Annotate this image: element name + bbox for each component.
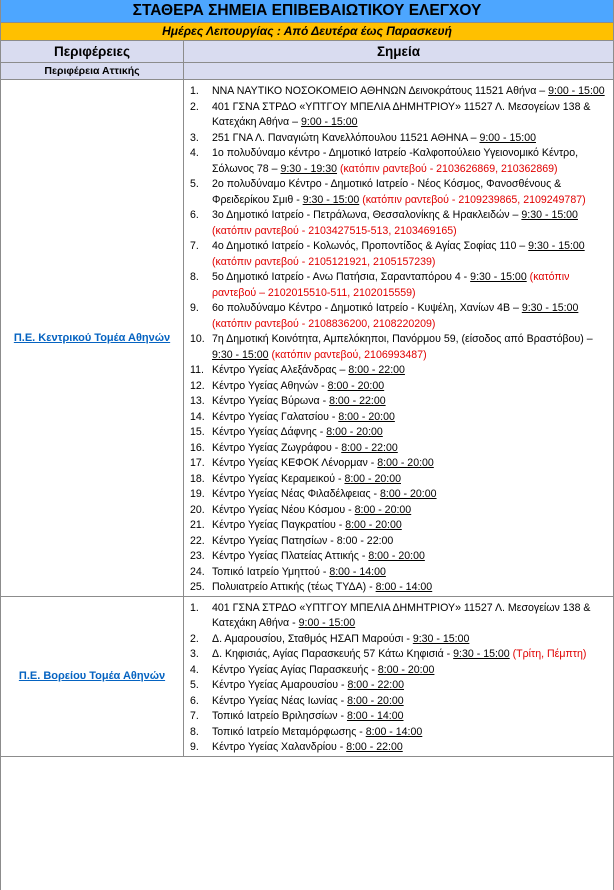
item-number: 1. xyxy=(190,601,199,614)
location-address: Κέντρο Υγείας Αγίας Παρασκευής - xyxy=(212,663,375,676)
location-address: Κέντρο Υγείας Νέου Κόσμου - xyxy=(212,503,352,516)
item-text xyxy=(212,100,613,131)
opening-hours: 9:00 - 15:00 xyxy=(300,116,358,128)
item-text xyxy=(212,487,613,503)
points-list xyxy=(184,597,613,756)
item-text xyxy=(212,146,613,177)
list-item xyxy=(184,441,613,457)
item-number: 23. xyxy=(190,550,205,562)
appointment-note: (κατόπιν ραντεβού - 2103626869, 210362869) xyxy=(339,162,558,175)
item-text xyxy=(212,410,613,426)
list-item xyxy=(184,456,613,472)
appointment-note: (Τρίτη, Πέμπτη) xyxy=(512,648,587,660)
list-item xyxy=(184,301,613,332)
opening-hours: 9:30 - 15:00 xyxy=(521,209,578,221)
list-item xyxy=(184,580,613,596)
sheet-title: ΣΤΑΘΕΡΑ ΣΗΜΕΙΑ ΕΠΙΒΕΒΑΙΩΤΙΚΟΥ ΕΛΕΓΧΟΥ xyxy=(1,0,613,23)
list-item xyxy=(184,709,613,725)
item-number: 22. xyxy=(190,534,205,547)
list-item xyxy=(184,84,613,100)
item-number: 6. xyxy=(190,694,199,707)
item-number: 8. xyxy=(190,725,199,738)
item-text xyxy=(212,518,613,534)
opening-hours: 9:00 - 15:00 xyxy=(479,131,536,144)
item-number: 5. xyxy=(190,679,199,691)
item-number: 4. xyxy=(190,663,199,676)
item-text xyxy=(212,709,613,725)
opening-hours: 8:00 - 20:00 xyxy=(347,694,404,707)
opening-hours: 9:30 - 15:00 xyxy=(470,271,527,283)
item-text xyxy=(212,332,613,363)
item-number: 7. xyxy=(190,710,199,722)
item-text xyxy=(212,239,613,270)
item-text xyxy=(212,565,613,581)
opening-hours: 8:00 - 14:00 xyxy=(346,710,404,722)
item-number: 3. xyxy=(190,131,199,144)
item-text xyxy=(212,503,613,519)
section-central-athens xyxy=(1,80,613,597)
location-address: 3ο Δημοτικό Ιατρείο - Πετράλωνα, Θεσσαλονίκης & Ηρακλειδών – xyxy=(212,209,519,221)
list-item xyxy=(184,678,613,694)
opening-hours: 8:00 - 22:00 xyxy=(341,441,398,454)
location-address: Δ. Αμαρουσίου, Σταθμός ΗΣΑΠ Μαρούσι - xyxy=(212,632,410,645)
item-number: 4. xyxy=(190,147,199,159)
item-text xyxy=(212,632,613,648)
item-text xyxy=(212,131,613,147)
location-address: Τοπικό Ιατρείο Υμηττού - xyxy=(212,565,327,578)
region-label: Περιφέρεια Αττικής xyxy=(1,63,184,79)
item-text xyxy=(212,740,613,756)
item-text xyxy=(212,534,613,550)
location-address: ΝΝΑ ΝΑΥΤΙΚΟ ΝΟΣΟΚΟΜΕΙΟ ΑΘΗΝΩΝ Δεινοκράτους 11521 Αθήνα – xyxy=(212,85,546,97)
section-link[interactable]: Π.Ε. Βορείου Τομέα Αθηνών xyxy=(18,670,166,682)
location-address: 401 ΓΣΝΑ ΣΤΡΔΟ «ΥΠΤΓΟΥ ΜΠΕΛΙΑ ΔΗΜΗΤΡΙΟΥ» 11527 Λ. Μεσογείων 138 & Κατεχάκη Αθήνα – xyxy=(212,100,591,128)
list-item xyxy=(184,647,613,663)
location-address: 7η Δημοτική Κοινότητα, Αμπελόκηποι, Πανόρμου 59, (είσοδος από Βραστόβου) – xyxy=(212,333,593,345)
list-item xyxy=(184,239,613,270)
item-text xyxy=(212,549,613,565)
appointment-note: (κατόπιν ραντεβού - 2108836200, 2108220209) xyxy=(212,317,436,330)
item-number: 2. xyxy=(190,632,199,645)
list-item xyxy=(184,208,613,239)
location-address: 4ο Δημοτικό Ιατρείο - Κολωνός, Προποντίδος & Αγίας Σοφίας 110 – xyxy=(212,240,526,252)
list-item xyxy=(184,725,613,741)
item-number: 16. xyxy=(190,441,205,454)
item-text xyxy=(212,425,613,441)
list-item xyxy=(184,410,613,426)
item-number: 11. xyxy=(190,364,204,376)
opening-hours: 8:00 - 22:00 xyxy=(329,395,386,407)
opening-hours: 8:00 - 20:00 xyxy=(379,488,437,500)
opening-hours: 8:00 - 20:00 xyxy=(338,410,395,423)
item-number: 24. xyxy=(190,565,205,578)
location-address: 401 ΓΣΝΑ ΣΤΡΔΟ «ΥΠΤΓΟΥ ΜΠΕΛΙΑ ΔΗΜΗΤΡΙΟΥ» 11527 Λ. Μεσογείων 138 & Κατεχάκη Αθήνα - xyxy=(212,601,591,629)
opening-hours: 8:00 - 20:00 xyxy=(345,519,402,531)
points-list xyxy=(184,80,613,596)
opening-hours: 9:00 - 15:00 xyxy=(548,85,605,97)
location-address: Κέντρο Υγείας ΚΕΦΟΚ Λένορμαν - xyxy=(212,457,375,469)
item-number: 8. xyxy=(190,271,199,283)
item-number: 13. xyxy=(190,395,205,407)
list-item xyxy=(184,472,613,488)
location-address: Κέντρο Υγείας Βύρωνα - xyxy=(212,395,327,407)
location-address: Κέντρο Υγείας Κεραμεικού - xyxy=(212,472,342,485)
section-name-cell xyxy=(1,597,184,756)
opening-hours: 9:00 - 15:00 xyxy=(298,617,356,629)
location-address: Δ. Κηφισιάς, Αγίας Παρασκευής 57 Κάτω Κηφισιά - xyxy=(212,648,451,660)
list-item xyxy=(184,100,613,131)
list-item xyxy=(184,177,613,208)
list-item xyxy=(184,425,613,441)
item-text xyxy=(212,270,613,301)
location-address: Πολυιατρείο Αττικής (τέως ΤΥΔΑ) - xyxy=(212,581,373,593)
opening-hours: 9:30 - 15:00 xyxy=(528,240,585,252)
item-text xyxy=(212,84,613,100)
list-item xyxy=(184,565,613,581)
location-address: Κέντρο Υγείας Πατησίων - 8:00 - 22:00 xyxy=(212,534,394,547)
list-item xyxy=(184,332,613,363)
list-item xyxy=(184,549,613,565)
section-name-cell xyxy=(1,80,184,596)
opening-hours: 8:00 - 20:00 xyxy=(327,379,385,392)
opening-hours: 9:30 - 15:00 xyxy=(302,193,360,206)
opening-hours: 8:00 - 14:00 xyxy=(365,725,423,738)
location-address: Κέντρο Υγείας Αλεξάνδρας – xyxy=(212,364,346,376)
opening-hours: 8:00 - 20:00 xyxy=(368,550,425,562)
item-number: 14. xyxy=(190,410,205,423)
item-text xyxy=(212,694,613,710)
location-address: Κέντρο Υγείας Χαλανδρίου - xyxy=(212,741,344,753)
opening-hours: 8:00 - 20:00 xyxy=(377,457,434,469)
location-address: Κέντρο Υγείας Νέας Ιωνίας - xyxy=(212,694,345,707)
section-north-athens xyxy=(1,597,613,757)
opening-hours: 8:00 - 22:00 xyxy=(348,364,405,376)
location-address: 5ο Δημοτικό Ιατρείο - Ανω Πατήσια, Σαρανταπόρου 4 - xyxy=(212,271,468,283)
location-address: Κέντρο Υγείας Ζωγράφου - xyxy=(212,441,339,454)
list-item xyxy=(184,694,613,710)
item-text xyxy=(212,394,613,410)
item-text xyxy=(212,580,613,596)
item-text xyxy=(212,601,613,632)
item-number: 7. xyxy=(190,240,199,252)
item-text xyxy=(212,301,613,332)
appointment-note: (κατόπιν ραντεβού - 2105121921, 2105157239) xyxy=(212,255,436,268)
item-text xyxy=(212,208,613,239)
item-number: 12. xyxy=(190,379,205,392)
location-address: Τοπικό Ιατρείο Βριλησσίων - xyxy=(212,710,345,722)
list-item xyxy=(184,503,613,519)
list-item xyxy=(184,146,613,177)
opening-hours: 9:30 - 15:00 xyxy=(412,632,470,645)
item-number: 9. xyxy=(190,741,199,753)
location-address: Κέντρο Υγείας Αμαρουσίου - xyxy=(212,679,345,691)
appointment-note: (κατόπιν ραντεβού, 2106993487) xyxy=(271,348,427,361)
list-item xyxy=(184,534,613,550)
item-text xyxy=(212,456,613,472)
item-number: 2. xyxy=(190,100,199,113)
location-address: 251 ΓΝΑ Λ. Παναγιώτη Κανελλόπουλου 11521 ΑΘΗΝΑ – xyxy=(212,131,477,144)
opening-hours: 8:00 - 14:00 xyxy=(375,581,433,593)
section-link[interactable]: Π.Ε. Κεντρικού Τομέα Αθηνών xyxy=(13,331,171,344)
opening-hours: 9:30 - 15:00 xyxy=(212,348,269,361)
opening-hours: 8:00 - 20:00 xyxy=(377,663,435,676)
opening-hours: 9:30 - 15:00 xyxy=(453,648,510,660)
item-number: 9. xyxy=(190,302,199,314)
location-address: Κέντρο Υγείας Πλατείας Αττικής - xyxy=(212,550,366,562)
list-item xyxy=(184,379,613,395)
item-text xyxy=(212,725,613,741)
location-address: Κέντρο Υγείας Αθηνών - xyxy=(212,379,325,392)
item-text xyxy=(212,647,613,663)
location-address: 6ο πολυδύναμο Κέντρο - Δημοτικό Ιατρείο - Κυψέλη, Χανίων 4Β – xyxy=(212,302,519,314)
item-number: 6. xyxy=(190,209,199,221)
appointment-note: (κατόπιν ραντεβού - 2109239865, 2109249787) xyxy=(362,193,586,206)
list-item xyxy=(184,487,613,503)
opening-hours: 8:00 - 22:00 xyxy=(347,679,405,691)
location-address: 2ο πολυδύναμο Κέντρο - Δημοτικό Ιατρείο - Νέος Κόσμος, Φανοσθένους & Φρειδερίκου Σμιθ - xyxy=(212,178,562,206)
item-number: 20. xyxy=(190,503,205,516)
opening-hours: 8:00 - 20:00 xyxy=(344,472,401,485)
list-item xyxy=(184,740,613,756)
item-number: 17. xyxy=(190,457,205,469)
location-address: Κέντρο Υγείας Δάφνης - xyxy=(212,426,324,438)
opening-hours: 8:00 - 22:00 xyxy=(346,741,403,753)
opening-hours: 8:00 - 14:00 xyxy=(329,565,386,578)
opening-hours: 8:00 - 20:00 xyxy=(326,426,383,438)
appointment-note: (κατόπιν ραντεβού - 2103427515-513, 2103469165) xyxy=(212,224,457,237)
list-item xyxy=(184,518,613,534)
operating-days: Ημέρες Λειτουργίας : Από Δευτέρα έως Παρασκευή xyxy=(1,23,613,41)
list-item xyxy=(184,601,613,632)
item-text xyxy=(212,472,613,488)
item-text xyxy=(212,177,613,208)
item-number: 18. xyxy=(190,472,205,485)
list-item xyxy=(184,363,613,379)
regions-column-header: Περιφέρειες xyxy=(1,41,184,62)
points-column-header: Σημεία xyxy=(376,44,421,59)
opening-hours: 9:30 - 19:30 xyxy=(280,162,338,175)
item-number: 25. xyxy=(190,581,205,593)
location-address: Κέντρο Υγείας Παγκρατίου - xyxy=(212,519,343,531)
item-number: 21. xyxy=(190,519,205,531)
item-text xyxy=(212,678,613,694)
location-address: Κέντρο Υγείας Γαλατσίου - xyxy=(212,410,336,423)
item-number: 5. xyxy=(190,178,199,190)
location-address: 1ο πολυδύναμο κέντρο - Δημοτικό Ιατρείο -Καλφοπούλειο Υγειονομικό Κέντρο, Σόλωνος 78 – xyxy=(212,147,579,175)
list-item xyxy=(184,394,613,410)
item-text xyxy=(212,379,613,395)
item-number: 1. xyxy=(190,85,199,97)
list-item xyxy=(184,632,613,648)
item-number: 10. xyxy=(190,333,205,345)
location-address: Κέντρο Υγείας Νέας Φιλαδέλφειας - xyxy=(212,488,378,500)
item-text xyxy=(212,441,613,457)
item-number: 3. xyxy=(190,648,199,660)
appointment-note: (κατόπιν ραντεβού – 2102015510-511, 2102015559) xyxy=(212,271,570,299)
opening-hours: 9:30 - 15:00 xyxy=(521,302,579,314)
item-number: 15. xyxy=(190,426,205,438)
item-text xyxy=(212,363,613,379)
item-number: 19. xyxy=(190,488,205,500)
item-text xyxy=(212,663,613,679)
list-item xyxy=(184,663,613,679)
list-item xyxy=(184,131,613,147)
list-item xyxy=(184,270,613,301)
location-address: Τοπικό Ιατρείο Μεταμόρφωσης - xyxy=(212,725,363,738)
column-header-row xyxy=(1,41,613,63)
opening-hours: 8:00 - 20:00 xyxy=(354,503,412,516)
region-row xyxy=(1,63,613,80)
